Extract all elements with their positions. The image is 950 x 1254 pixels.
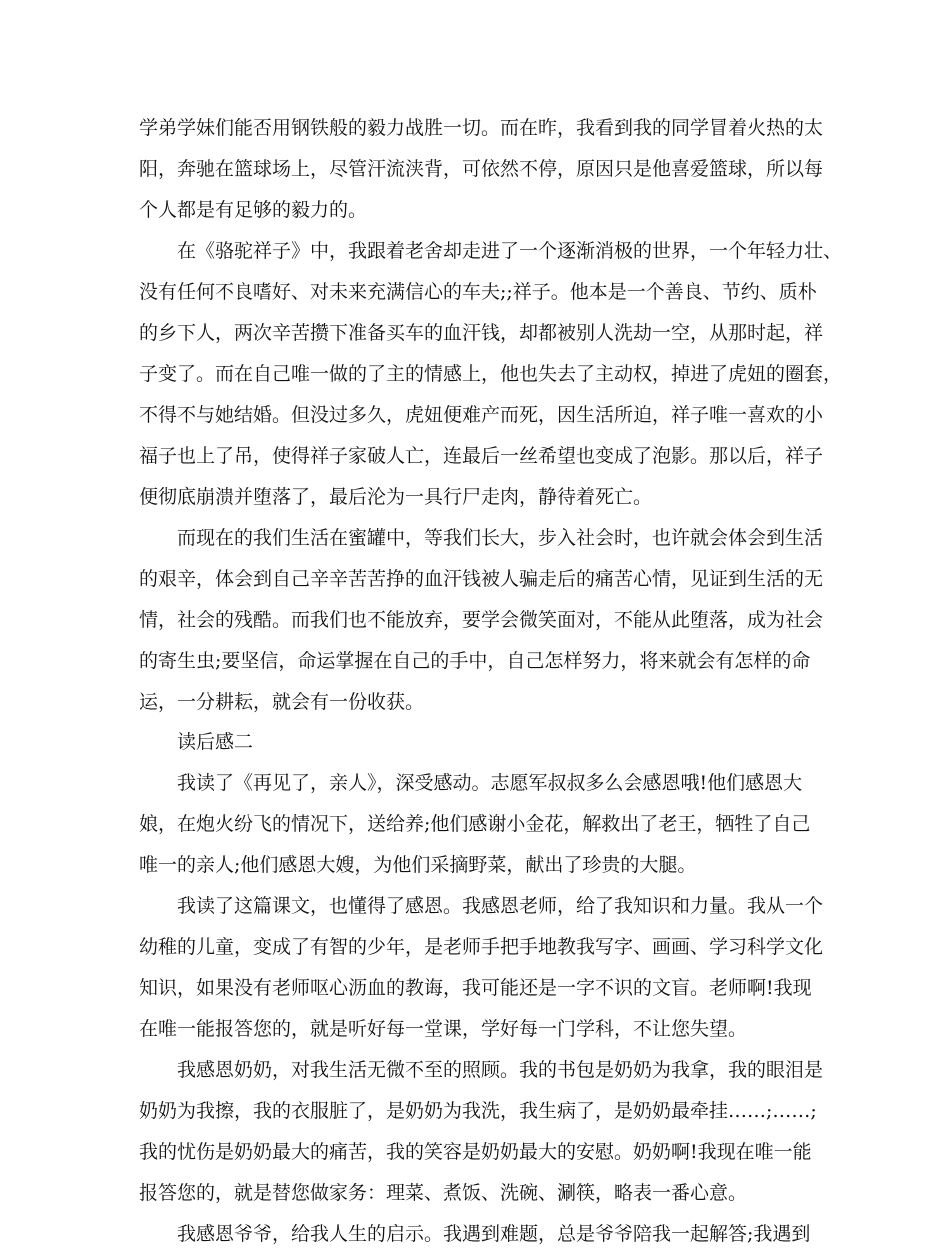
- line-text: 的艰辛，体会到自己辛辛苦苦挣的血汗钱被人骗走后的痛苦心情，见证到生活的无: [139, 568, 824, 590]
- line-text: 个人都是有足够的毅力的。: [139, 199, 368, 221]
- line-text: 情，社会的残酷。而我们也不能放弃，要学会微笑面对，不能从此堕落，成为社会: [139, 609, 824, 631]
- text-line: [0, 1091, 950, 1131]
- line-text: 的寄生虫;要坚信，命运掌握在自己的手中，自己怎样努力，将来就会有怎样的命: [139, 650, 811, 672]
- line-text: 报答您的，就是替您做家务：理菜、煮饭、洗碗、涮筷，略表一番心意。: [139, 1182, 748, 1204]
- text-line: [0, 682, 950, 722]
- line-text: 我的忧伤是奶奶最大的痛苦，我的笑容是奶奶最大的安慰。奶奶啊!我现在唯一能: [139, 1141, 812, 1163]
- section-heading-text: 读后感二: [177, 731, 254, 753]
- paragraph-first-line: [0, 231, 950, 271]
- line-text: 子变了。而在自己唯一做的了主的情感上，他也失去了主动权，掉进了虎妞的圈套，: [139, 363, 843, 385]
- text-line: [0, 641, 950, 681]
- text-line: [0, 1173, 950, 1213]
- text-line: [0, 559, 950, 599]
- paragraph-first-line: [0, 1214, 950, 1254]
- line-text: 我感恩奶奶，对我生活无微不至的照顾。我的书包是奶奶为我拿，我的眼泪是: [177, 1059, 824, 1081]
- line-text: 知识，如果没有老师呕心沥血的教诲，我可能还是一字不识的文盲。老师啊!我现: [139, 977, 812, 999]
- text-line: [0, 927, 950, 967]
- text-line: [0, 190, 950, 230]
- line-text: 的乡下人，两次辛苦攒下准备买车的血汗钱，却都被别人洗劫一空，从那时起，祥: [139, 322, 824, 344]
- line-text: 便彻底崩溃并堕落了，最后沦为一具行尸走肉，静待着死亡。: [139, 486, 653, 508]
- line-text: 福子也上了吊，使得祥子家破人亡，连最后一丝希望也变成了泡影。那以后，祥子: [139, 445, 824, 467]
- paragraph-first-line: [0, 886, 950, 926]
- text-line: [0, 968, 950, 1008]
- text-line: [0, 477, 950, 517]
- line-text: 奶奶为我擦，我的衣服脏了，是奶奶为我洗，我生病了，是奶奶最牵挂……;……;: [139, 1100, 817, 1122]
- text-line: [0, 600, 950, 640]
- paragraph-first-line: [0, 1050, 950, 1090]
- line-text: 在《骆驼祥子》中，我跟着老舍却走进了一个逐渐消极的世界，一个年轻力壮、: [177, 240, 843, 262]
- text-line: [0, 1009, 950, 1049]
- line-text: 不得不与她结婚。但没过多久，虎妞便难产而死，因生活所迫，祥子唯一喜欢的小: [139, 404, 824, 426]
- text-line: [0, 1132, 950, 1172]
- line-text: 而现在的我们生活在蜜罐中，等我们长大，步入社会时，也许就会体会到生活: [177, 527, 824, 549]
- text-line: [0, 845, 950, 885]
- text-line: [0, 354, 950, 394]
- line-text: 在唯一能报答您的，就是听好每一堂课，学好每一门学科，不让您失望。: [139, 1018, 748, 1040]
- text-line: [0, 149, 950, 189]
- line-text: 没有任何不良嗜好、对未来充满信心的车夫;;祥子。他本是一个善良、节约、质朴: [139, 281, 817, 303]
- paragraph-first-line: [0, 518, 950, 558]
- section-heading: [0, 722, 950, 762]
- text-line: [0, 804, 950, 844]
- line-text: 运，一分耕耘，就会有一份收获。: [139, 691, 425, 713]
- line-text: 学弟学妹们能否用钢铁般的毅力战胜一切。而在昨，我看到我的同学冒着火热的太: [139, 117, 824, 139]
- line-text: 我读了这篇课文，也懂得了感恩。我感恩老师，给了我知识和力量。我从一个: [177, 895, 824, 917]
- line-text: 幼稚的儿童，变成了有智的少年，是老师手把手地教我写字、画画、学习科学文化: [139, 936, 824, 958]
- line-text: 唯一的亲人;他们感恩大嫂，为他们采摘野菜，献出了珍贵的大腿。: [139, 854, 697, 876]
- text-line: [0, 272, 950, 312]
- line-text: 我感恩爷爷，给我人生的启示。我遇到难题，总是爷爷陪我一起解答;我遇到: [177, 1223, 811, 1245]
- text-line: [0, 313, 950, 353]
- paragraph-first-line: [0, 763, 950, 803]
- line-text: 娘，在炮火纷飞的情况下，送给养;他们感谢小金花，解救出了老王，牺牲了自己: [139, 813, 811, 835]
- line-text: 阳，奔驰在篮球场上，尽管汗流浃背，可依然不停，原因只是他喜爱篮球，所以每: [139, 158, 824, 180]
- text-line: [0, 436, 950, 476]
- line-text: 我读了《再见了，亲人》，深受感动。志愿军叔叔多么会感恩哦!他们感恩大: [177, 772, 803, 794]
- text-line: [0, 108, 950, 148]
- text-line: [0, 395, 950, 435]
